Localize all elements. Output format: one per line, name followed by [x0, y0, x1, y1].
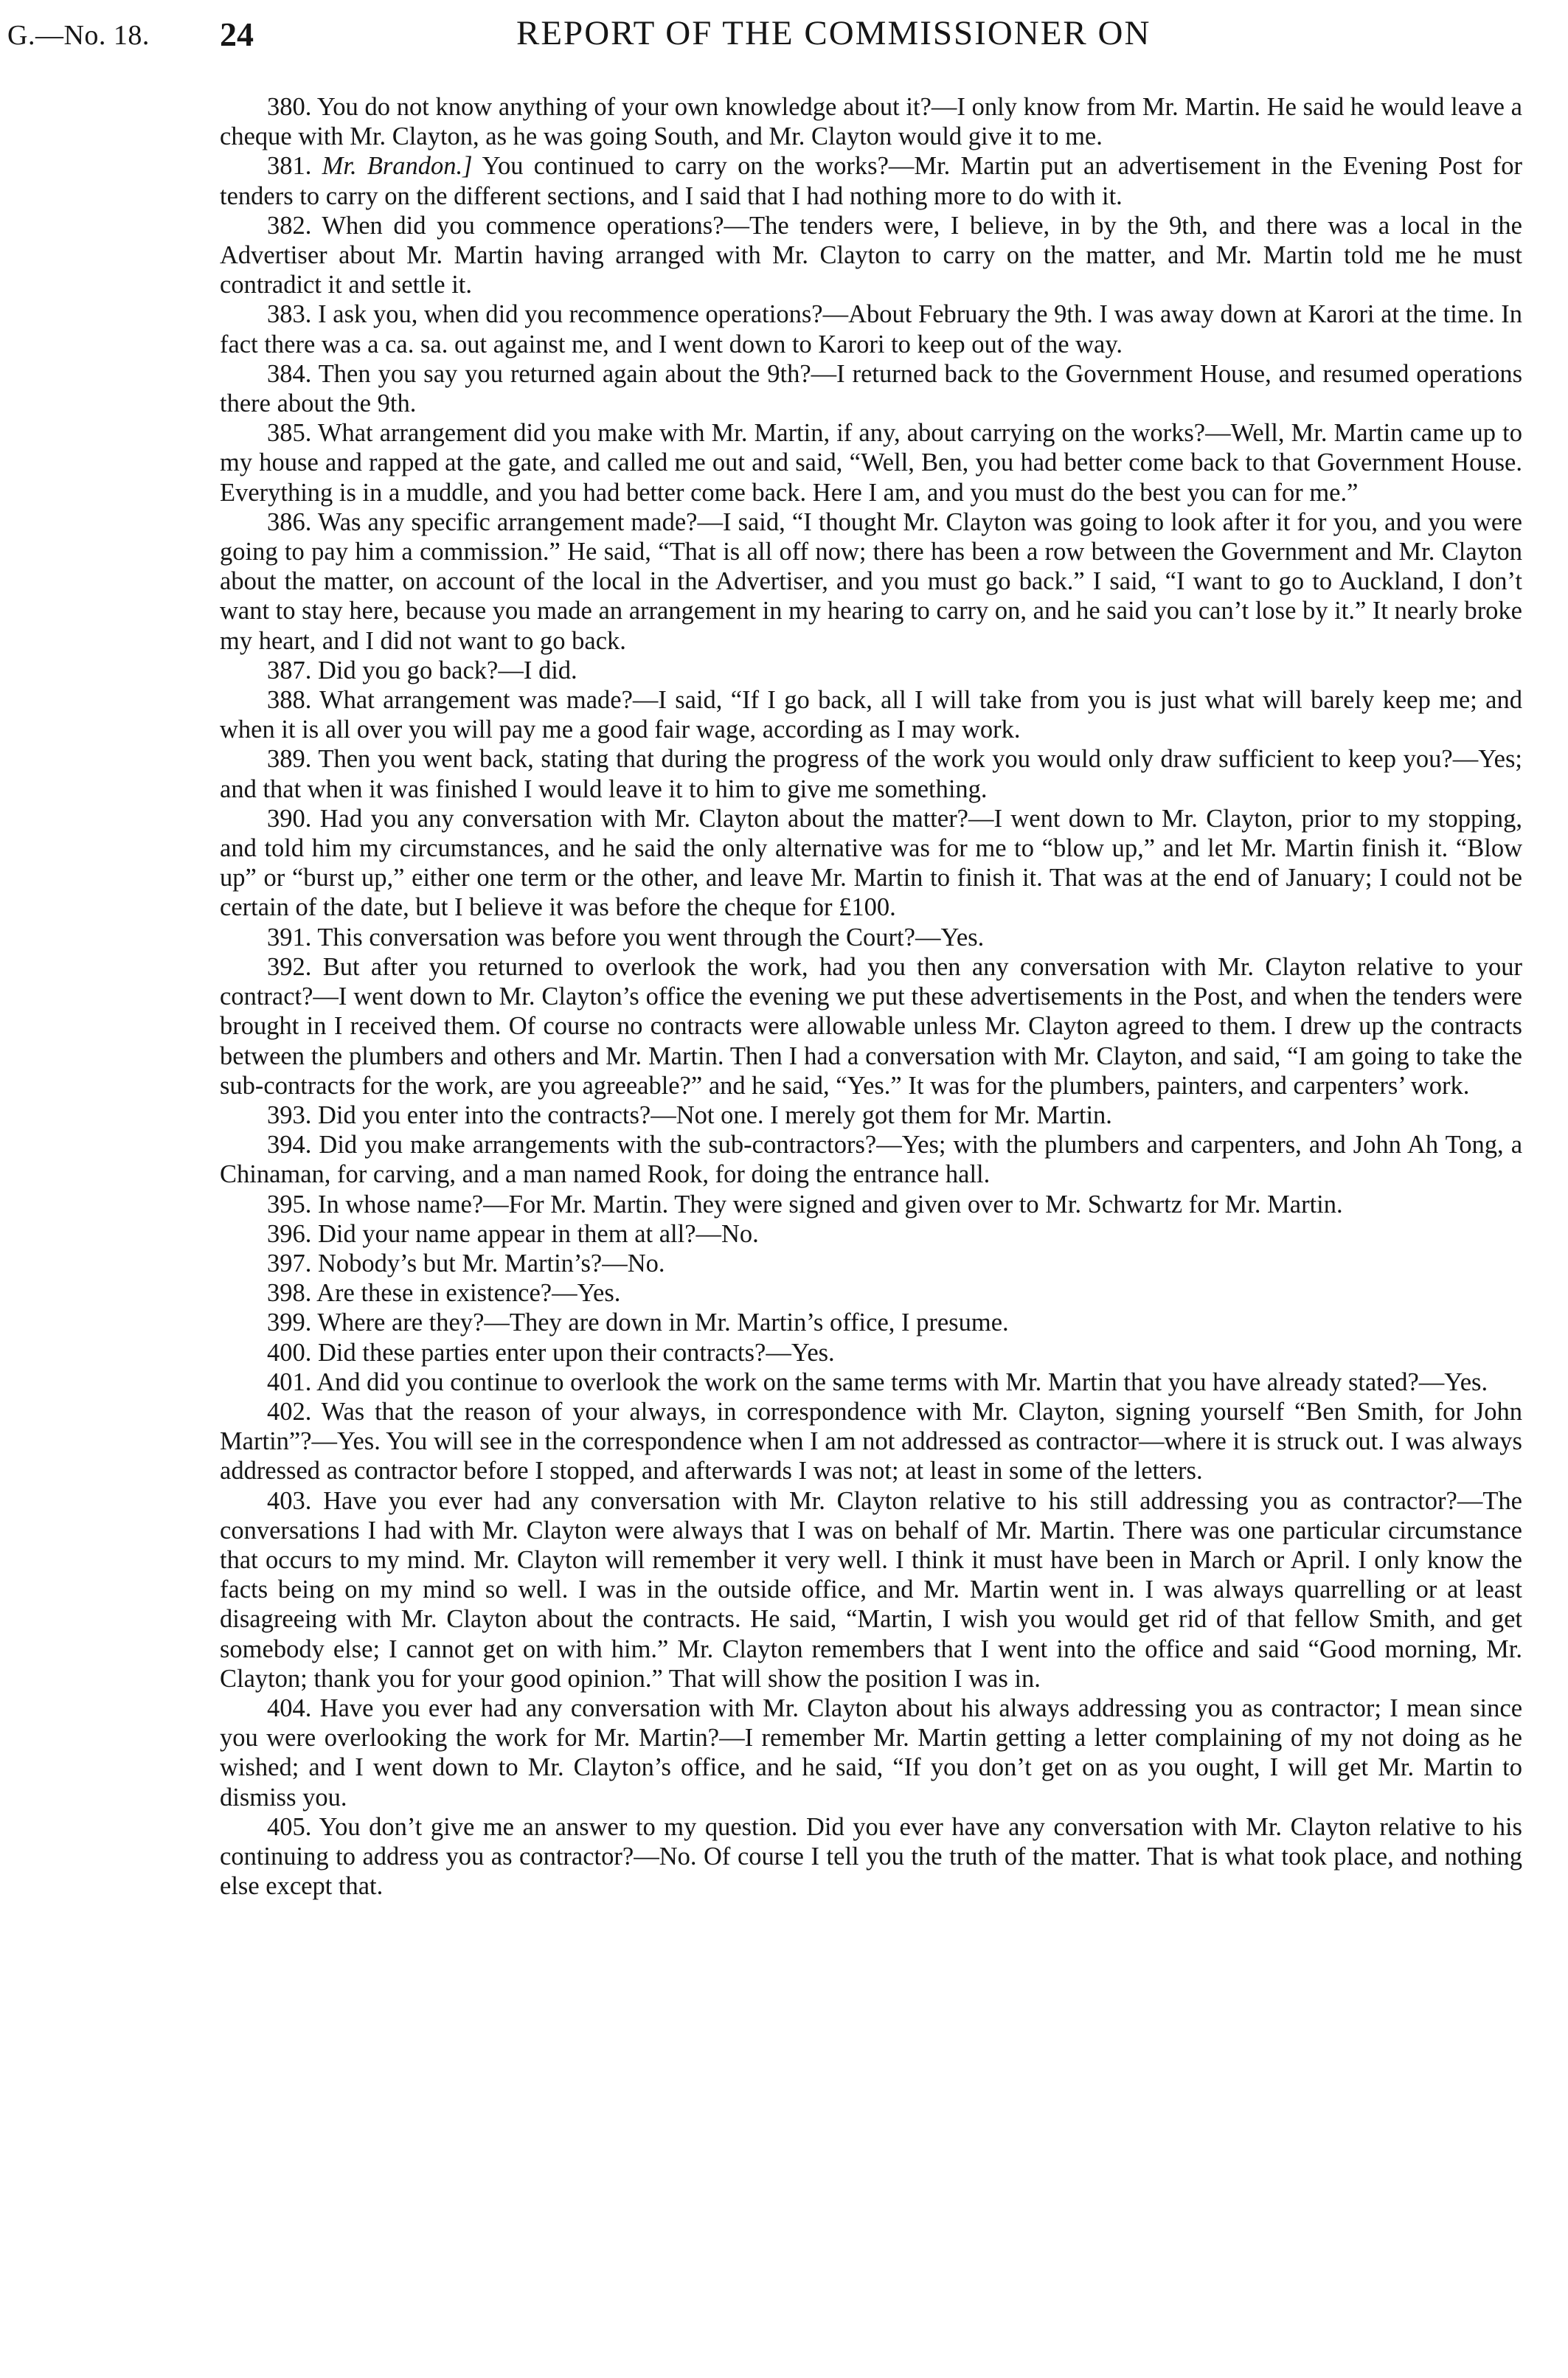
answer-text: Yes. [1444, 1367, 1488, 1396]
question-number: 382. [267, 211, 312, 240]
question-text: But after you returned to overlook the work, had you then any conversation with Mr. Clayton relative to your contract? [220, 952, 1523, 1011]
page-header [0, 13, 1568, 58]
running-title: REPORT OF THE COMMISSIONER ON [516, 14, 1151, 52]
question-text: Then you went back, stating that during the progress of the work you would only draw sufficient to keep you? [318, 745, 1453, 774]
answer-text: I did. [523, 656, 577, 684]
question-number: 384. [267, 359, 312, 388]
question-text: Where are they? [317, 1308, 485, 1337]
question-text: You don’t give me an answer to my question. Did you ever have any conversation with Mr. Clayton relative to his continuing to address you as contractor? [220, 1812, 1522, 1871]
question-number: 394. [267, 1131, 312, 1159]
answer-text: Yes; with the plumbers and carpenters, and John Ah Tong, a Chinaman, for carving, and a man named Rook, for doing the entrance hall. [220, 1131, 1523, 1189]
question-number: 383. [267, 300, 312, 329]
evidence-body [220, 92, 1522, 1901]
question-text: Did you enter into the contracts? [318, 1100, 651, 1129]
question-text: Was any specific arrangement made? [317, 507, 698, 536]
evidence-entry: 398. Are these in existence?—Yes. [267, 1279, 621, 1308]
question-text: What arrangement was made? [319, 686, 633, 715]
evidence-entry: 396. Did your name appear in them at all?—No. [267, 1219, 759, 1248]
question-number: 402. [267, 1397, 312, 1426]
evidence-entry: 393. Did you enter into the contracts?—Not one. I merely got them for Mr. Martin. [267, 1100, 1112, 1129]
answer-text: I only know from Mr. Martin. He said he would leave a cheque with Mr. Clayton, as he was going South, and Mr. Clayton would give it to me. [220, 93, 1522, 151]
answer-text: Mr. Martin put an advertisement in the Evening Post for tenders to carry on the different sections, and I said that I had nothing more to do with it. [220, 152, 1522, 210]
answer-text: I went down to Mr. Clayton’s office the evening we put these advertisements in the Post, and when the tenders were brought in I received them. Of course no contracts were allowable unless Mr. Clayton agreed to them. I drew up the contracts between the plumbers and others and Mr. Martin. Then I had a conversation with Mr. Clayton, and said, “I am going to take the sub-contracts for the work, are you agreeable?” and he said, “Yes.” It was for the plumbers, painters, and carpenters’ work. [220, 982, 1522, 1100]
answer-text: About February the 9th. I was away down at Karori at the time. In fact there was a ca. sa. out against me, and I went down to Karori to keep out of the way. [220, 300, 1523, 358]
question-text: And did you continue to overlook the work on the same terms with Mr. Martin that you have already stated? [316, 1367, 1419, 1396]
question-text: Then you say you returned again about the 9th? [318, 359, 811, 388]
evidence-entry: 397. Nobody’s but Mr. Martin’s?—No. [267, 1249, 665, 1278]
question-number: 388. [267, 686, 312, 715]
answer-text: I remember Mr. Martin getting a letter complaining of my not doing as he wished; and I went down to Mr. Clayton’s office, and he said, “If you don’t get on as you ought, I will get Mr. Martin to dismiss you. [220, 1724, 1522, 1812]
question-text: Have you ever had any conversation with Mr. Clayton relative to his still addressing you as contractor? [323, 1486, 1457, 1515]
evidence-entry: 388. What arrangement was made?—I said, “If I go back, all I will take from you is just what will barely keep me; and when it is all over you will pay me a good fair wage, according as I may work. [220, 686, 1522, 744]
question-number: 385. [267, 419, 312, 448]
answer-text: Well, Mr. Martin came up to my house and rapped at the gate, and called me out and said, “Well, Ben, you had better come back to that Government House. Everything is in a muddle, and you had better come back. Here I am, and you must do the best you can for me.” [220, 419, 1522, 507]
question-number: 390. [267, 804, 312, 833]
question-text: Nobody’s but Mr. Martin’s? [318, 1249, 603, 1278]
question-number: 400. [267, 1338, 312, 1367]
evidence-entry: 403. Have you ever had any conversation with Mr. Clayton relative to his still addressing you as contractor?—The conversations I had with Mr. Clayton were always that I was on behalf of Mr. Martin. There was one particular circumstance that occurs to my mind. Mr. Clayton will remember it very well. I think it must have been in March or April. I only know the facts being on my mind so well. I was in the outside office, and Mr. Martin went in. I was always quarrelling or at least disagreeing with Mr. Clayton about the contracts. He said, “Martin, I wish you would get rid of that fellow Smith, and get somebody else; I cannot get on with him.” Mr. Clayton remembers that I went into the office and said “Good morning, Mr. Clayton; thank you for your good opinion.” That will show the position I was in. [220, 1486, 1522, 1693]
question-text: I ask you, when did you recommence operations? [318, 300, 823, 329]
answer-text: Yes. [577, 1279, 621, 1308]
evidence-entry: 405. You don’t give me an answer to my question. Did you ever have any conversation with Mr. Clayton relative to his continuing to address you as contractor?—No. Of course I tell you the truth of the matter. That is what took place, and nothing else except that. [220, 1812, 1522, 1901]
question-number: 387. [267, 656, 312, 684]
question-number: 405. [267, 1812, 312, 1841]
question-number: 391. [267, 923, 312, 951]
answer-text: I said, “I thought Mr. Clayton was going to look after it for you, and you were going to pay him a commission.” He said, “That is all off now; there has been a row between the Government and Mr. Clayton about the matter, on account of the local in the Advertiser, and you must go back.” I said, “I want to go to Auckland, I don’t want to stay here, because you made an arrangement in my hearing to carry on, and he said you can’t lose by it.” It nearly broke my heart, and I did not want to go back. [220, 507, 1522, 655]
question-number: 389. [267, 745, 312, 774]
evidence-entry: 395. In whose name?—For Mr. Martin. They were signed and given over to Mr. Schwartz for Mr. Martin. [267, 1190, 1343, 1219]
answer-text: No. [721, 1219, 759, 1248]
question-text: In whose name? [318, 1190, 484, 1219]
evidence-entry: 384. Then you say you returned again about the 9th?—I returned back to the Government House, and resumed operations there about the 9th. [220, 359, 1522, 418]
answer-text: The tenders were, I believe, in by the 9th, and there was a local in the Advertiser about Mr. Martin having arranged with Mr. Clayton to carry on the matter, and Mr. Martin told me he must contradict it and settle it. [220, 211, 1522, 299]
question-number: 397. [267, 1249, 312, 1278]
answer-text: I said, “If I go back, all I will take from you is just what will barely keep me; and when it is all over you will pay me a good fair wage, according as I may work. [220, 686, 1522, 744]
evidence-entry: 380. You do not know anything of your own knowledge about it?—I only know from Mr. Martin. He said he would leave a cheque with Mr. Clayton, as he was going South, and Mr. Clayton would give it to me. [220, 93, 1522, 151]
question-text: You continued to carry on the works? [482, 152, 889, 181]
evidence-entry: 385. What arrangement did you make with Mr. Martin, if any, about carrying on the works?—Well, Mr. Martin came up to my house and rapped at the gate, and called me out and said, “Well, Ben, you had better come back to that Government House. Everything is in a muddle, and you had better come back. Here I am, and you must do the best you can for me.” [220, 419, 1522, 507]
answer-text: Yes; and that when it was finished I would leave it to him to give me something. [220, 745, 1522, 803]
question-text: This conversation was before you went through the Court? [317, 923, 915, 951]
question-text: Did these parties enter upon their contracts? [318, 1338, 766, 1367]
evidence-entry: 391. This conversation was before you went through the Court?—Yes. [267, 923, 985, 951]
question-number: 386. [267, 507, 312, 536]
evidence-entry: 394. Did you make arrangements with the sub-contractors?—Yes; with the plumbers and carpenters, and John Ah Tong, a Chinaman, for carving, and a man named Rook, for doing the entrance hall. [220, 1131, 1523, 1189]
question-text: Was that the reason of your always, in correspondence with Mr. Clayton, signing yourself “Ben Smith, for John Martin”? [220, 1397, 1522, 1456]
question-number: 393. [267, 1100, 312, 1129]
answer-text: Yes. [940, 923, 985, 951]
question-text: When did you commence operations? [322, 211, 724, 240]
page-number: 24 [220, 15, 254, 53]
answer-text: Yes. You will see in the correspondence when I am not addressed as contractor—where it is struck out. I was always addressed as contractor before I stopped, and afterwards I was not; at least in some of the letters. [220, 1427, 1522, 1486]
question-number: 404. [267, 1694, 312, 1722]
evidence-entry: 392. But after you returned to overlook the work, had you then any conversation with Mr. Clayton relative to your contract?—I went down to Mr. Clayton’s office the evening we put these advertisements in the Post, and when the tenders were brought in I received them. Of course no contracts were allowable unless Mr. Clayton agreed to them. I drew up the contracts between the plumbers and others and Mr. Martin. Then I had a conversation with Mr. Clayton, and said, “I am going to take the sub-contracts for the work, are you agreeable?” and he said, “Yes.” It was for the plumbers, painters, and carpenters’ work. [220, 952, 1523, 1100]
answer-text: No. Of course I tell you the truth of the matter. That is what took place, and nothing else except that. [220, 1842, 1522, 1901]
question-number: 399. [267, 1308, 312, 1337]
answer-text: I went down to Mr. Clayton, prior to my stopping, and told him my circumstances, and he said the only alternative was for me to “blow up,” and let Mr. Martin finish it. “Blow up” or “burst up,” either one term or the other, and leave Mr. Martin to finish it. That was at the end of January; I could not be certain of the date, but I believe it was before the cheque for £100. [220, 804, 1523, 922]
question-number: 398. [267, 1279, 312, 1308]
evidence-entry: 387. Did you go back?—I did. [267, 656, 577, 684]
question-text: Have you ever had any conversation with Mr. Clayton about his always addressing you as contractor; I mean since you were overlooking the work for Mr. Martin? [220, 1694, 1523, 1753]
evidence-entry: 402. Was that the reason of your always, in correspondence with Mr. Clayton, signing yourself “Ben Smith, for John Martin”?—Yes. You will see in the correspondence when I am not addressed as contractor—where it is struck out. I was always addressed as contractor before I stopped, and afterwards I was not; at least in some of the letters. [220, 1397, 1522, 1486]
answer-text: Yes. [791, 1338, 835, 1367]
answer-text: For Mr. Martin. They were signed and given over to Mr. Schwartz for Mr. Martin. [508, 1190, 1343, 1219]
evidence-entry: 383. I ask you, when did you recommence operations?—About February the 9th. I was away down at Karori at the time. In fact there was a ca. sa. out against me, and I went down to Karori to keep out of the way. [220, 300, 1523, 358]
question-text: Did you go back? [318, 656, 499, 684]
question-text: What arrangement did you make with Mr. Martin, if any, about carrying on the works? [317, 419, 1206, 448]
evidence-entry: 382. When did you commence operations?—The tenders were, I believe, in by the 9th, and there was a local in the Advertiser about Mr. Martin having arranged with Mr. Clayton to carry on the matter, and Mr. Martin told me he must contradict it and settle it. [220, 211, 1522, 299]
answer-text: I returned back to the Government House, and resumed operations there about the 9th. [220, 359, 1522, 418]
question-text: Had you any conversation with Mr. Clayton about the matter? [319, 804, 968, 833]
answer-text: The conversations I had with Mr. Clayton were always that I was on behalf of Mr. Martin. There was one particular circumstance that occurs to my mind. Mr. Clayton will remember it very well. I think it must have been in March or April. I only know the facts being on my mind so well. I was in the outside office, and Mr. Martin went in. I was always quarrelling or at least disagreeing with Mr. Clayton about the contracts. He said, “Martin, I wish you would get rid of that fellow Smith, and get somebody else; I cannot get on with him.” Mr. Clayton remembers that I went into the office and said “Good morning, Mr. Clayton; thank you for your good opinion.” That will show the position I was in. [220, 1486, 1522, 1693]
answer-text: They are down in Mr. Martin’s office, I presume. [509, 1308, 1009, 1337]
evidence-entry: 401. And did you continue to overlook the work on the same terms with Mr. Martin that you have already stated?—Yes. [267, 1367, 1488, 1396]
evidence-entry: 389. Then you went back, stating that during the progress of the work you would only draw sufficient to keep you?—Yes; and that when it was finished I would leave it to him to give me something. [220, 745, 1522, 803]
evidence-entry: 404. Have you ever had any conversation with Mr. Clayton about his always addressing you as contractor; I mean since you were overlooking the work for Mr. Martin?—I remember Mr. Martin getting a letter complaining of my not doing as he wished; and I went down to Mr. Clayton’s office, and he said, “If you don’t get on as you ought, I will get Mr. Martin to dismiss you. [220, 1694, 1523, 1812]
question-number: 380. [267, 93, 312, 121]
question-number: 396. [267, 1219, 312, 1248]
evidence-entry: 400. Did these parties enter upon their contracts?—Yes. [267, 1338, 835, 1367]
question-text: You do not know anything of your own knowledge about it? [316, 93, 932, 121]
question-number: 401. [267, 1367, 312, 1396]
evidence-entry: 386. Was any specific arrangement made?—I said, “I thought Mr. Clayton was going to look after it for you, and you were going to pay him a commission.” He said, “That is all off now; there has been a row between the Government and Mr. Clayton about the matter, on account of the local in the Advertiser, and you must go back.” I said, “I want to go to Auckland, I don’t want to stay here, because you made an arrangement in my hearing to carry on, and he said you can’t lose by it.” It nearly broke my heart, and I did not want to go back. [220, 507, 1522, 655]
evidence-entry: 381. Mr. Brandon.] You continued to carry on the works?—Mr. Martin put an advertisement in the Evening Post for tenders to carry on the different sections, and I said that I had nothing more to do with it. [220, 152, 1522, 210]
evidence-entry: 399. Where are they?—They are down in Mr. Martin’s office, I presume. [267, 1308, 1009, 1337]
question-text: Did your name appear in them at all? [318, 1219, 696, 1248]
question-number: 381. [267, 152, 312, 181]
question-number: 403. [267, 1486, 312, 1515]
answer-text: Not one. I merely got them for Mr. Martin. [676, 1100, 1112, 1129]
document-reference: G.—No. 18. [7, 20, 150, 51]
evidence-entry: 390. Had you any conversation with Mr. Clayton about the matter?—I went down to Mr. Clayton, prior to my stopping, and told him my circumstances, and he said the only alternative was for me to “blow up,” and let Mr. Martin finish it. “Blow up” or “burst up,” either one term or the other, and leave Mr. Martin to finish it. That was at the end of January; I could not be certain of the date, but I believe it was before the cheque for £100. [220, 804, 1523, 922]
answer-text: No. [627, 1249, 665, 1278]
question-number: 395. [267, 1190, 312, 1219]
question-text: Did you make arrangements with the sub-contractors? [319, 1131, 877, 1159]
speaker-label: Mr. Brandon.] [322, 152, 473, 181]
question-text: Are these in existence? [316, 1279, 552, 1308]
question-number: 392. [267, 952, 312, 981]
